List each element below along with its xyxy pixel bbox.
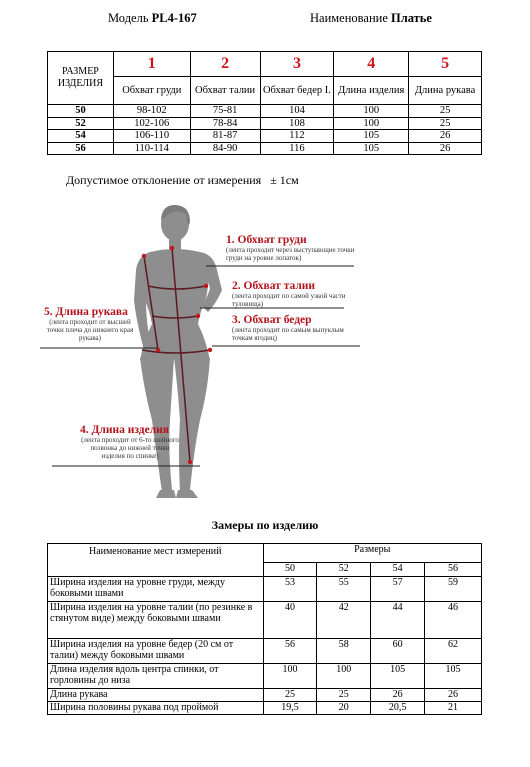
value-cell: 100	[334, 105, 409, 118]
label-hips-desc: (лента проходит по самым выпуклым точкам ягодиц)	[232, 326, 344, 342]
value-cell: 100	[334, 117, 409, 130]
value-cell: 42	[317, 602, 371, 639]
column-header-sleeve: Длина рукава	[409, 77, 482, 105]
value-cell: 58	[317, 639, 371, 664]
size-chart-table	[47, 51, 482, 155]
value-cell: 105	[334, 130, 409, 143]
value-cell: 55	[317, 577, 371, 602]
table-row	[48, 689, 482, 702]
product-name-value: Платье	[391, 11, 432, 25]
value-cell: 21	[425, 702, 482, 715]
value-cell: 104	[260, 105, 334, 118]
size-column-50: 50	[263, 563, 317, 577]
measure-name-header: Наименование мест измерений	[48, 544, 264, 577]
column-header-hips: Обхват бедер I.	[260, 77, 334, 105]
measure-name: Длина рукава	[48, 689, 264, 702]
tolerance-line	[66, 173, 299, 188]
label-length-desc: (лента проходит от 6-то шейного позвонка до нижней точки изделия по спинке)	[81, 436, 179, 460]
label-sleeve	[44, 306, 136, 342]
column-header-waist: Обхват талии	[190, 77, 260, 105]
label-hips	[232, 314, 362, 342]
label-chest-desc: (лента проходит через выступающие точки груди на уровне лопаток)	[226, 246, 355, 262]
value-cell: 105	[334, 142, 409, 155]
label-hips-title: 3. Обхват бедер	[232, 314, 312, 326]
sizes-header: Размеры	[263, 544, 482, 563]
value-cell: 25	[409, 105, 482, 118]
label-waist-title: 2. Обхват талии	[232, 280, 316, 292]
size-column-56: 56	[425, 563, 482, 577]
size-column-52: 52	[317, 563, 371, 577]
size-column-54: 54	[371, 563, 425, 577]
measure-name: Длина изделия вдоль центра спинки, от горловины до низа	[48, 664, 264, 689]
column-header-length: Длина изделия	[334, 77, 409, 105]
product-name-line	[310, 11, 432, 26]
size-cell: 50	[48, 105, 114, 118]
value-cell: 20	[317, 702, 371, 715]
model-value: PL4-167	[151, 11, 197, 25]
model-line	[108, 11, 197, 26]
size-header: РАЗМЕР ИЗДЕЛИЯ	[48, 52, 114, 105]
label-sleeve-title: 5. Длина рукава	[44, 306, 128, 318]
value-cell: 75-81	[190, 105, 260, 118]
label-chest	[226, 234, 366, 262]
value-cell: 60	[371, 639, 425, 664]
label-chest-title: 1. Обхват груди	[226, 234, 307, 246]
value-cell: 53	[263, 577, 317, 602]
value-cell: 26	[371, 689, 425, 702]
table-row	[48, 142, 482, 155]
value-cell: 57	[371, 577, 425, 602]
value-cell: 26	[409, 130, 482, 143]
value-cell: 25	[263, 689, 317, 702]
value-cell: 25	[317, 689, 371, 702]
column-number-2: 2	[190, 52, 260, 77]
table-row	[48, 105, 482, 118]
column-number-5: 5	[409, 52, 482, 77]
value-cell: 100	[317, 664, 371, 689]
label-length	[80, 424, 180, 460]
model-label: Модель	[108, 11, 149, 25]
measurement-figure	[40, 200, 480, 505]
tolerance-value: ± 1см	[270, 173, 299, 187]
measure-name: Ширина изделия на уровне бедер (20 см от талии) между боковыми швами	[48, 639, 264, 664]
measure-name: Ширина изделия на уровне груди, между боковыми швами	[48, 577, 264, 602]
value-cell: 40	[263, 602, 317, 639]
value-cell: 105	[425, 664, 482, 689]
value-cell: 102-106	[113, 117, 190, 130]
table-row	[48, 117, 482, 130]
value-cell: 25	[409, 117, 482, 130]
measure-name: Ширина половины рукава под проймой	[48, 702, 264, 715]
label-length-title: 4. Длина изделия	[80, 424, 170, 436]
label-waist	[232, 280, 360, 308]
table-row	[48, 130, 482, 143]
value-cell: 110-114	[113, 142, 190, 155]
value-cell: 46	[425, 602, 482, 639]
value-cell: 116	[260, 142, 334, 155]
value-cell: 112	[260, 130, 334, 143]
product-measures-title: Замеры по изделию	[211, 518, 319, 532]
table-row	[48, 602, 482, 639]
value-cell: 20,5	[371, 702, 425, 715]
column-number-3: 3	[260, 52, 334, 77]
table-row	[48, 664, 482, 689]
value-cell: 59	[425, 577, 482, 602]
value-cell: 105	[371, 664, 425, 689]
value-cell: 26	[409, 142, 482, 155]
column-number-4: 4	[334, 52, 409, 77]
value-cell: 56	[263, 639, 317, 664]
value-cell: 26	[425, 689, 482, 702]
column-number-1: 1	[113, 52, 190, 77]
column-header-chest: Обхват груди	[113, 77, 190, 105]
label-waist-desc: (лента проходит по самой узкой части туловища)	[232, 292, 346, 308]
value-cell: 19,5	[263, 702, 317, 715]
value-cell: 78-84	[190, 117, 260, 130]
measure-name: Ширина изделия на уровне талии (по резинке в стянутом виде) между боковыми швами	[48, 602, 264, 639]
value-cell: 100	[263, 664, 317, 689]
size-cell: 54	[48, 130, 114, 143]
product-measures-table	[47, 543, 482, 715]
tolerance-text: Допустимое отклонение от измерения	[66, 173, 262, 187]
value-cell: 44	[371, 602, 425, 639]
value-cell: 106-110	[113, 130, 190, 143]
value-cell: 81-87	[190, 130, 260, 143]
value-cell: 98-102	[113, 105, 190, 118]
label-sleeve-desc: (лента проходит от высшей точки плеча до нижнего края рукава)	[46, 318, 134, 342]
table-row	[48, 639, 482, 664]
value-cell: 108	[260, 117, 334, 130]
product-name-label: Наименование	[310, 11, 388, 25]
size-cell: 52	[48, 117, 114, 130]
size-cell: 56	[48, 142, 114, 155]
table-row	[48, 702, 482, 715]
value-cell: 62	[425, 639, 482, 664]
value-cell: 84-90	[190, 142, 260, 155]
table-row	[48, 577, 482, 602]
